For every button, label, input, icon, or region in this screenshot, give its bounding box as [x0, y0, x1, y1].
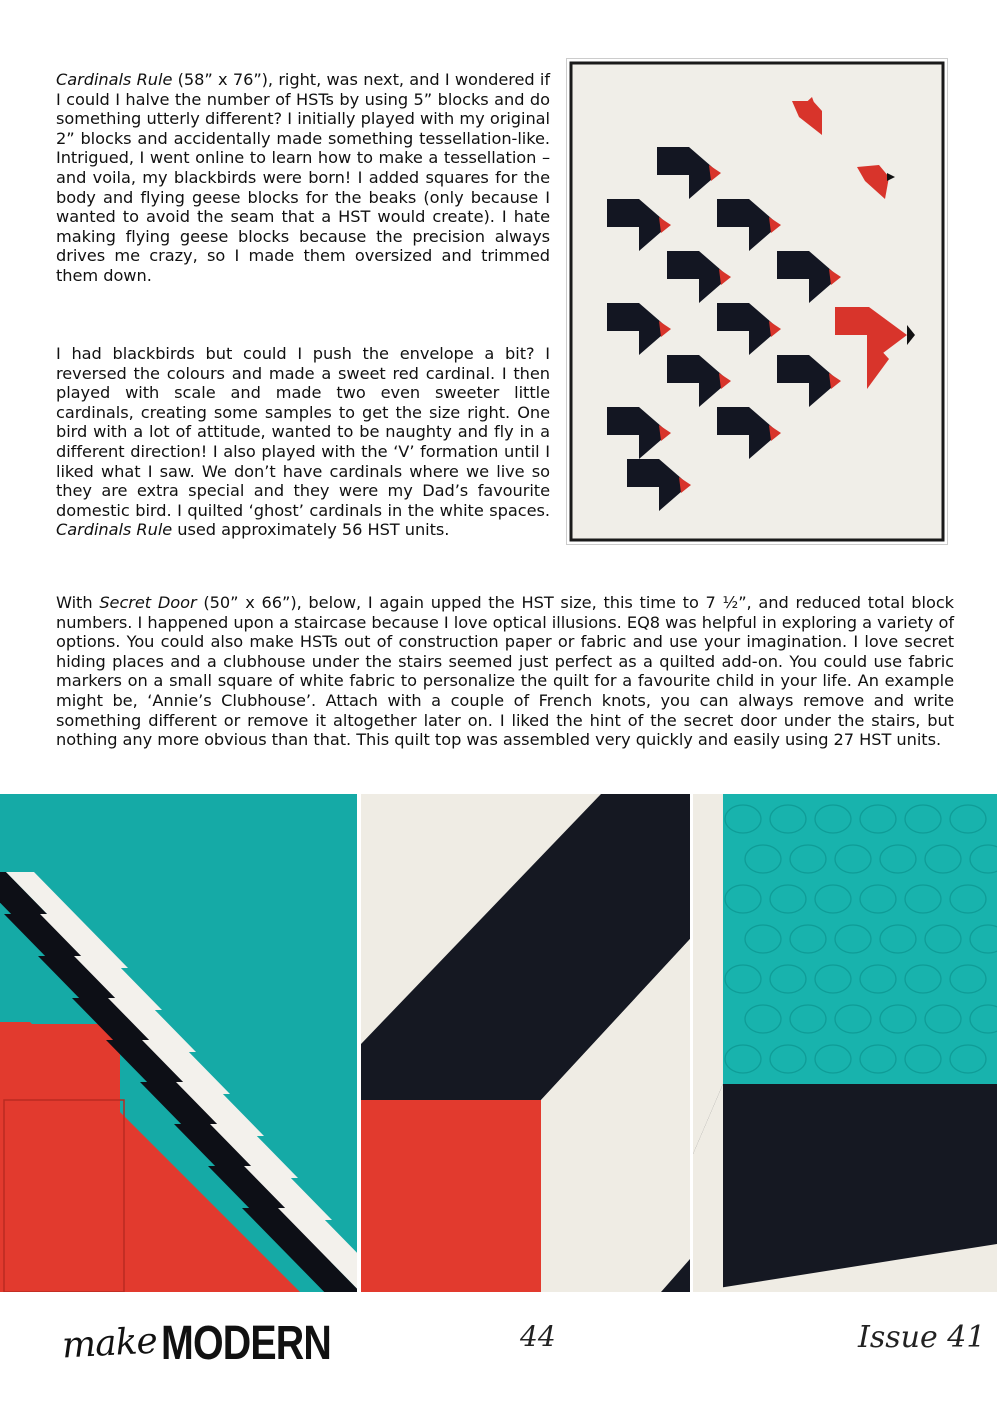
paragraph-secret-door	[56, 593, 954, 750]
paragraph-text: I had blackbirds but could I push the envelope a bit? I reversed the colours and made a sweet red cardinal. I then played with scale and made two even sweeter little cardinals, creating some samples to get the size right. One bird with a lot of attitude, wanted to be naughty and fly in a different direction! I also played with the ‘V’ formation until I liked what I saw. We don’t have cardinals where we live so they are extra special and they were my Dad’s favourite domestic bird. I quilted ‘ghost’ cardinals in the white spaces.	[56, 344, 550, 520]
quilt-title: Cardinals Rule	[56, 70, 173, 89]
quilt-detail-photo	[361, 794, 690, 1292]
paragraph-text: (50” x 66”), below, I again upped the HST size, this time to 7 ½”, and reduced total block numbers. I happened upon a staircase because I love optical illusions. EQ8 was helpful in exploring a variety of options. You could also make HSTs out of construction paper or fabric and use your imagination. I love secret hiding places and a clubhouse under the stairs seemed just perfect as a quilted add-on. You could use fabric markers on a small square of white fabric to personalize the quilt for a favourite child in your life. An example might be, ‘Annie’s Clubhouse’. Attach with a couple of French knots, you can always remove and write something different or remove it altogether later on. I liked the hint of the secret door under the stairs, but nothing any more obvious than that. This quilt top was assembled very quickly and easily using 27 HST units.	[56, 593, 954, 750]
quilt-title: Cardinals Rule	[56, 520, 173, 540]
paragraph-cardinals-rule	[56, 70, 550, 286]
make-modern-logo	[62, 1313, 368, 1373]
issue-label: Issue 41	[858, 1320, 986, 1355]
logo-modern-text: MODERN	[160, 1316, 331, 1370]
logo-make-text: make	[60, 1320, 158, 1366]
paragraph-red-cardinal	[56, 344, 550, 540]
page-number: 44	[520, 1320, 556, 1353]
paragraph-text: (58” x 76”), right, was next, and I wondered if I could I halve the number of HSTs by using 5” blocks and do something utterly different? I initially played with my original 2” blocks and accidentally made something tessellation-like. Intrigued, I went online to learn how to make a tessellation – and voila, my blackbirds were born! I added squares for the body and flying geese blocks for the beaks (only because I wanted to avoid the seam that a HST would create). I hate making flying geese blocks because the precision always drives me crazy, so I made them oversized and trimmed them down.	[56, 70, 550, 285]
teal-quilting-detail-photo	[693, 794, 997, 1292]
paragraph-text: With	[56, 593, 100, 612]
quilt-title: Secret Door	[99, 593, 197, 612]
secret-door-staircase-photo	[0, 794, 357, 1292]
cardinals-rule-quilt-photo	[567, 59, 947, 544]
paragraph-text: used approximately 56 HST units.	[172, 520, 450, 540]
